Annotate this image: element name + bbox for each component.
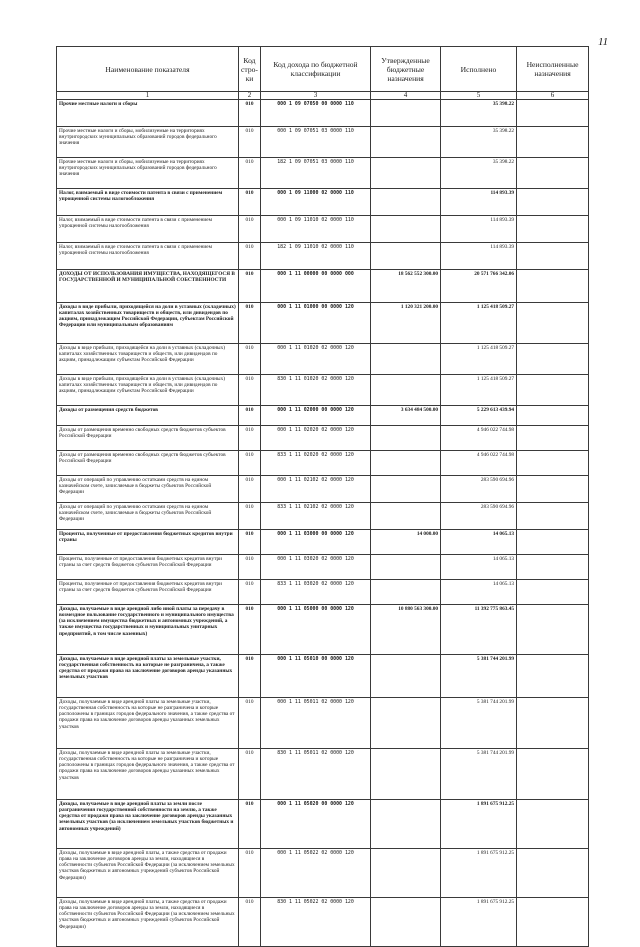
approved-amount-cell <box>371 243 441 270</box>
executed-amount-cell: 114 893.39 <box>441 216 517 243</box>
unexecuted-amount-cell <box>517 189 589 216</box>
executed-amount-cell: 283 590 694.96 <box>441 503 517 530</box>
budget-classification-code-cell: 000 1 11 05020 00 0000 120 <box>261 800 371 849</box>
header-executed: Исполнено <box>441 47 517 92</box>
approved-amount-cell: 3 634 484 500.00 <box>371 406 441 426</box>
approved-amount-cell <box>371 451 441 476</box>
unexecuted-amount-cell <box>517 800 589 849</box>
column-number: 4 <box>371 92 441 100</box>
unexecuted-amount-cell <box>517 503 589 530</box>
table-row <box>57 303 589 344</box>
column-number: 1 <box>57 92 239 100</box>
line-code-cell: 010 <box>239 243 261 270</box>
budget-classification-code-cell: 000 1 11 03000 00 0000 120 <box>261 530 371 555</box>
executed-amount-cell: 1 891 675 912.25 <box>441 800 517 849</box>
budget-classification-code-cell: 000 1 11 01020 02 0000 120 <box>261 344 371 375</box>
line-code-cell: 010 <box>239 698 261 749</box>
line-code-cell: 010 <box>239 605 261 655</box>
line-code-cell: 010 <box>239 800 261 849</box>
unexecuted-amount-cell <box>517 530 589 555</box>
budget-classification-code-cell: 182 1 09 07051 03 0000 110 <box>261 158 371 189</box>
unexecuted-amount-cell <box>517 426 589 451</box>
table-row <box>57 100 589 127</box>
executed-amount-cell: 5 381 744 201.99 <box>441 698 517 749</box>
indicator-name-cell: Доходы в виде прибыли, приходящейся на доли в уставных (складочных) капиталах хозяйственных товариществ и обществ, или дивидендов по акциям, принадлежащим Российской Федерации, субъектам Российской Федерации или муниципальным образованиям <box>57 303 239 344</box>
indicator-name-cell: Проценты, полученные от предоставления бюджетных кредитов внутри страны <box>57 530 239 555</box>
approved-amount-cell <box>371 426 441 451</box>
table-row <box>57 580 589 605</box>
table-row <box>57 530 589 555</box>
indicator-name-cell: Доходы, получаемые в виде арендной либо иной платы за передачу в возмездное пользование государственного и муниципального имущества (за исключением имущества бюджетных и автономных учреждений, а также имущества государственных и муниципальных унитарных предприятий, в том числе казенных) <box>57 605 239 655</box>
table-row <box>57 451 589 476</box>
executed-amount-cell: 20 571 766 342.06 <box>441 270 517 303</box>
budget-classification-code-cell: 000 1 09 11000 02 0000 110 <box>261 189 371 216</box>
table-row <box>57 216 589 243</box>
executed-amount-cell: 1 125 418 509.27 <box>441 303 517 344</box>
unexecuted-amount-cell <box>517 698 589 749</box>
approved-amount-cell: 14 000.00 <box>371 530 441 555</box>
unexecuted-amount-cell <box>517 655 589 698</box>
indicator-name-cell: Доходы, получаемые в виде арендной платы за земельные участки, государственная собственность на которые не разграничена и которые расположены в границах городов федерального значения, а также средства от продажи права на заключение договоров аренды указанных земельных участков <box>57 749 239 800</box>
table-row <box>57 406 589 426</box>
table-row <box>57 749 589 800</box>
table-row <box>57 375 589 406</box>
unexecuted-amount-cell <box>517 216 589 243</box>
table-row <box>57 426 589 451</box>
indicator-name-cell: Доходы от размещения средств бюджетов <box>57 406 239 426</box>
indicator-name-cell: Доходы, получаемые в виде арендной платы за земли после разграничения государственной собственности на землю, а также средства от продажи права на заключение договоров аренды указанных земельных участков (за исключением земельных участков бюджетных и автономных учреждений) <box>57 800 239 849</box>
line-code-cell: 010 <box>239 555 261 580</box>
line-code-cell: 010 <box>239 344 261 375</box>
executed-amount-cell: 1 125 418 509.27 <box>441 375 517 406</box>
executed-amount-cell: 35 398.22 <box>441 158 517 189</box>
indicator-name-cell: Доходы, получаемые в виде арендной платы, а также средства от продажи права на заключение договоров аренды за земли, находящиеся в собственности субъектов Российской Федерации (за исключением земельных участков бюджетных и автономных учреждений субъектов Российской Федерации) <box>57 849 239 898</box>
unexecuted-amount-cell <box>517 555 589 580</box>
unexecuted-amount-cell <box>517 270 589 303</box>
budget-classification-code-cell: 000 1 11 00000 00 0000 000 <box>261 270 371 303</box>
approved-amount-cell: 10 880 563 300.00 <box>371 605 441 655</box>
budget-classification-code-cell: 833 1 11 02102 02 0000 120 <box>261 503 371 530</box>
executed-amount-cell: 114 893.39 <box>441 189 517 216</box>
approved-amount-cell <box>371 849 441 898</box>
unexecuted-amount-cell <box>517 344 589 375</box>
table-row <box>57 189 589 216</box>
unexecuted-amount-cell <box>517 375 589 406</box>
executed-amount-cell: 5 381 744 201.99 <box>441 749 517 800</box>
indicator-name-cell: ДОХОДЫ ОТ ИСПОЛЬЗОВАНИЯ ИМУЩЕСТВА, НАХОДЯЩЕГОСЯ В ГОСУДАРСТВЕННОЙ И МУНИЦИПАЛЬНОЙ СОБСТВЕННОСТИ <box>57 270 239 303</box>
budget-classification-code-cell: 000 1 11 05000 00 0000 120 <box>261 605 371 655</box>
unexecuted-amount-cell <box>517 451 589 476</box>
executed-amount-cell: 35 398.22 <box>441 127 517 158</box>
unexecuted-amount-cell <box>517 580 589 605</box>
table-row <box>57 800 589 849</box>
line-code-cell: 010 <box>239 655 261 698</box>
table-row <box>57 476 589 503</box>
budget-classification-code-cell: 833 1 11 03020 02 0000 120 <box>261 580 371 605</box>
approved-amount-cell <box>371 800 441 849</box>
header-unexecuted-appropriations: Неисполненные назначения <box>517 47 589 92</box>
indicator-name-cell: Прочие местные налоги и сборы, мобилизуемые на территориях внутригородских муниципальных образований городов федерального значения <box>57 127 239 158</box>
executed-amount-cell: 14 065.13 <box>441 530 517 555</box>
approved-amount-cell <box>371 216 441 243</box>
executed-amount-cell: 283 590 694.96 <box>441 476 517 503</box>
indicator-name-cell: Доходы, получаемые в виде арендной платы, а также средства от продажи права на заключение договоров аренды за земли, находящиеся в собственности субъектов Российской Федерации (за исключением земельных участков бюджетных и автономных учреждений субъектов Российской Федерации) <box>57 898 239 947</box>
indicator-name-cell: Доходы в виде прибыли, приходящейся на доли в уставных (складочных) капиталах хозяйственных товариществ и обществ, или дивидендов по акциям, принадлежащим субъектам Российской Федерации <box>57 375 239 406</box>
approved-amount-cell <box>371 344 441 375</box>
budget-classification-code-cell: 000 1 11 03020 02 0000 120 <box>261 555 371 580</box>
budget-classification-code-cell: 182 1 09 11010 02 0000 110 <box>261 243 371 270</box>
approved-amount-cell <box>371 555 441 580</box>
approved-amount-cell <box>371 580 441 605</box>
approved-amount-cell <box>371 503 441 530</box>
header-approved-appropriations: Утвержденные бюджетные назначения <box>371 47 441 92</box>
line-code-cell: 010 <box>239 216 261 243</box>
indicator-name-cell: Налог, взимаемый в виде стоимости патента в связи с применением упрощенной системы налогообложения <box>57 189 239 216</box>
unexecuted-amount-cell <box>517 158 589 189</box>
approved-amount-cell <box>371 476 441 503</box>
unexecuted-amount-cell <box>517 849 589 898</box>
table-row <box>57 344 589 375</box>
executed-amount-cell: 4 946 022 744.98 <box>441 426 517 451</box>
budget-classification-code-cell: 000 1 11 05010 00 0000 120 <box>261 655 371 698</box>
line-code-cell: 010 <box>239 158 261 189</box>
approved-amount-cell <box>371 375 441 406</box>
column-number: 6 <box>517 92 589 100</box>
column-number-row <box>57 92 589 100</box>
indicator-name-cell: Доходы от размещения временно свободных средств бюджетов субъектов Российской Федерации <box>57 451 239 476</box>
indicator-name-cell: Прочие местные налоги и сборы <box>57 100 239 127</box>
budget-classification-code-cell: 000 1 09 07050 00 0000 110 <box>261 100 371 127</box>
budget-classification-code-cell: 000 1 11 05022 02 0000 120 <box>261 849 371 898</box>
line-code-cell: 010 <box>239 303 261 344</box>
indicator-name-cell: Доходы в виде прибыли, приходящейся на доли в уставных (складочных) капиталах хозяйственных товариществ и обществ, или дивидендов по акциям, принадлежащим субъектам Российской Федерации <box>57 344 239 375</box>
line-code-cell: 010 <box>239 100 261 127</box>
executed-amount-cell: 114 893.39 <box>441 243 517 270</box>
budget-classification-code-cell: 000 1 11 01000 00 0000 120 <box>261 303 371 344</box>
line-code-cell: 010 <box>239 476 261 503</box>
line-code-cell: 010 <box>239 127 261 158</box>
executed-amount-cell: 14 065.13 <box>441 580 517 605</box>
unexecuted-amount-cell <box>517 749 589 800</box>
executed-amount-cell: 5 381 744 201.99 <box>441 655 517 698</box>
line-code-cell: 010 <box>239 898 261 947</box>
indicator-name-cell: Доходы, получаемые в виде арендной платы за земельные участки, государственная собственность на которые не разграничена и которые расположены в границах городов федерального значения, а также средства от продажи права на заключение договоров аренды указанных земельных участков <box>57 698 239 749</box>
approved-amount-cell <box>371 698 441 749</box>
indicator-name-cell: Проценты, полученные от предоставления бюджетных кредитов внутри страны за счет средств бюджетов субъектов Российской Федерации <box>57 555 239 580</box>
page-number: 11 <box>598 36 609 48</box>
indicator-name-cell: Прочие местные налоги и сборы, мобилизуемые на территориях внутригородских муниципальных образований городов федерального значения <box>57 158 239 189</box>
header-line-code: Код стро- ки <box>239 47 261 92</box>
header-budget-classification-code: Код дохода по бюджетной классификации <box>261 47 371 92</box>
table-row <box>57 243 589 270</box>
indicator-name-cell: Доходы, получаемые в виде арендной платы за земельные участки, государственная собственность на которые не разграничена, а также средства от продажи права на заключение договоров аренды указанных земельных участков <box>57 655 239 698</box>
line-code-cell: 010 <box>239 270 261 303</box>
unexecuted-amount-cell <box>517 303 589 344</box>
approved-amount-cell <box>371 127 441 158</box>
unexecuted-amount-cell <box>517 243 589 270</box>
line-code-cell: 010 <box>239 451 261 476</box>
line-code-cell: 010 <box>239 375 261 406</box>
executed-amount-cell: 4 946 022 744.98 <box>441 451 517 476</box>
table-body <box>57 100 589 947</box>
approved-amount-cell: 18 562 552 300.00 <box>371 270 441 303</box>
approved-amount-cell <box>371 100 441 127</box>
table-row <box>57 655 589 698</box>
approved-amount-cell <box>371 158 441 189</box>
table-row <box>57 127 589 158</box>
indicator-name-cell: Налог, взимаемый в виде стоимости патента в связи с применением упрощенной системы налогообложения <box>57 243 239 270</box>
approved-amount-cell <box>371 655 441 698</box>
line-code-cell: 010 <box>239 503 261 530</box>
table-row <box>57 698 589 749</box>
line-code-cell: 010 <box>239 406 261 426</box>
indicator-name-cell: Налог, взимаемый в виде стоимости патента в связи с применением упрощенной системы налогообложения <box>57 216 239 243</box>
unexecuted-amount-cell <box>517 605 589 655</box>
column-number: 2 <box>239 92 261 100</box>
table-row <box>57 158 589 189</box>
executed-amount-cell: 1 125 418 509.27 <box>441 344 517 375</box>
line-code-cell: 010 <box>239 426 261 451</box>
executed-amount-cell: 1 891 675 912.25 <box>441 849 517 898</box>
line-code-cell: 010 <box>239 530 261 555</box>
unexecuted-amount-cell <box>517 100 589 127</box>
table-row <box>57 270 589 303</box>
revenue-execution-table <box>56 46 589 947</box>
approved-amount-cell <box>371 749 441 800</box>
table-row <box>57 555 589 580</box>
unexecuted-amount-cell <box>517 406 589 426</box>
approved-amount-cell <box>371 189 441 216</box>
line-code-cell: 010 <box>239 749 261 800</box>
unexecuted-amount-cell <box>517 127 589 158</box>
indicator-name-cell: Доходы от операций по управлению остатками средств на едином казначейском счете, зачисляемые в бюджеты субъектов Российской Федерации <box>57 476 239 503</box>
indicator-name-cell: Доходы от операций по управлению остатками средств на едином казначейском счете, зачисляемые в бюджеты субъектов Российской Федерации <box>57 503 239 530</box>
budget-classification-code-cell: 830 1 11 01020 02 0000 120 <box>261 375 371 406</box>
header-indicator-name: Наименование показателя <box>57 47 239 92</box>
approved-amount-cell: 1 120 321 200.00 <box>371 303 441 344</box>
table-row <box>57 503 589 530</box>
executed-amount-cell: 5 229 613 439.94 <box>441 406 517 426</box>
budget-classification-code-cell: 000 1 09 11010 02 0000 110 <box>261 216 371 243</box>
budget-classification-code-cell: 000 1 11 02000 00 0000 120 <box>261 406 371 426</box>
budget-classification-code-cell: 830 1 11 05022 02 0000 120 <box>261 898 371 947</box>
budget-classification-code-cell: 000 1 09 07051 03 0000 110 <box>261 127 371 158</box>
column-number: 3 <box>261 92 371 100</box>
table-header <box>57 47 589 100</box>
indicator-name-cell: Проценты, полученные от предоставления бюджетных кредитов внутри страны за счет средств бюджетов субъектов Российской Федерации <box>57 580 239 605</box>
budget-classification-code-cell: 833 1 11 02020 02 0000 120 <box>261 451 371 476</box>
budget-classification-code-cell: 830 1 11 05011 02 0000 120 <box>261 749 371 800</box>
executed-amount-cell: 1 891 675 912.25 <box>441 898 517 947</box>
executed-amount-cell: 35 398.22 <box>441 100 517 127</box>
line-code-cell: 010 <box>239 580 261 605</box>
column-number: 5 <box>441 92 517 100</box>
executed-amount-cell: 11 392 775 863.45 <box>441 605 517 655</box>
budget-classification-code-cell: 000 1 11 05011 02 0000 120 <box>261 698 371 749</box>
table-row <box>57 605 589 655</box>
table-row <box>57 849 589 898</box>
line-code-cell: 010 <box>239 849 261 898</box>
executed-amount-cell: 14 065.13 <box>441 555 517 580</box>
budget-classification-code-cell: 000 1 11 02020 02 0000 120 <box>261 426 371 451</box>
unexecuted-amount-cell <box>517 476 589 503</box>
budget-classification-code-cell: 000 1 11 02102 02 0000 120 <box>261 476 371 503</box>
line-code-cell: 010 <box>239 189 261 216</box>
indicator-name-cell: Доходы от размещения временно свободных средств бюджетов субъектов Российской Федерации <box>57 426 239 451</box>
